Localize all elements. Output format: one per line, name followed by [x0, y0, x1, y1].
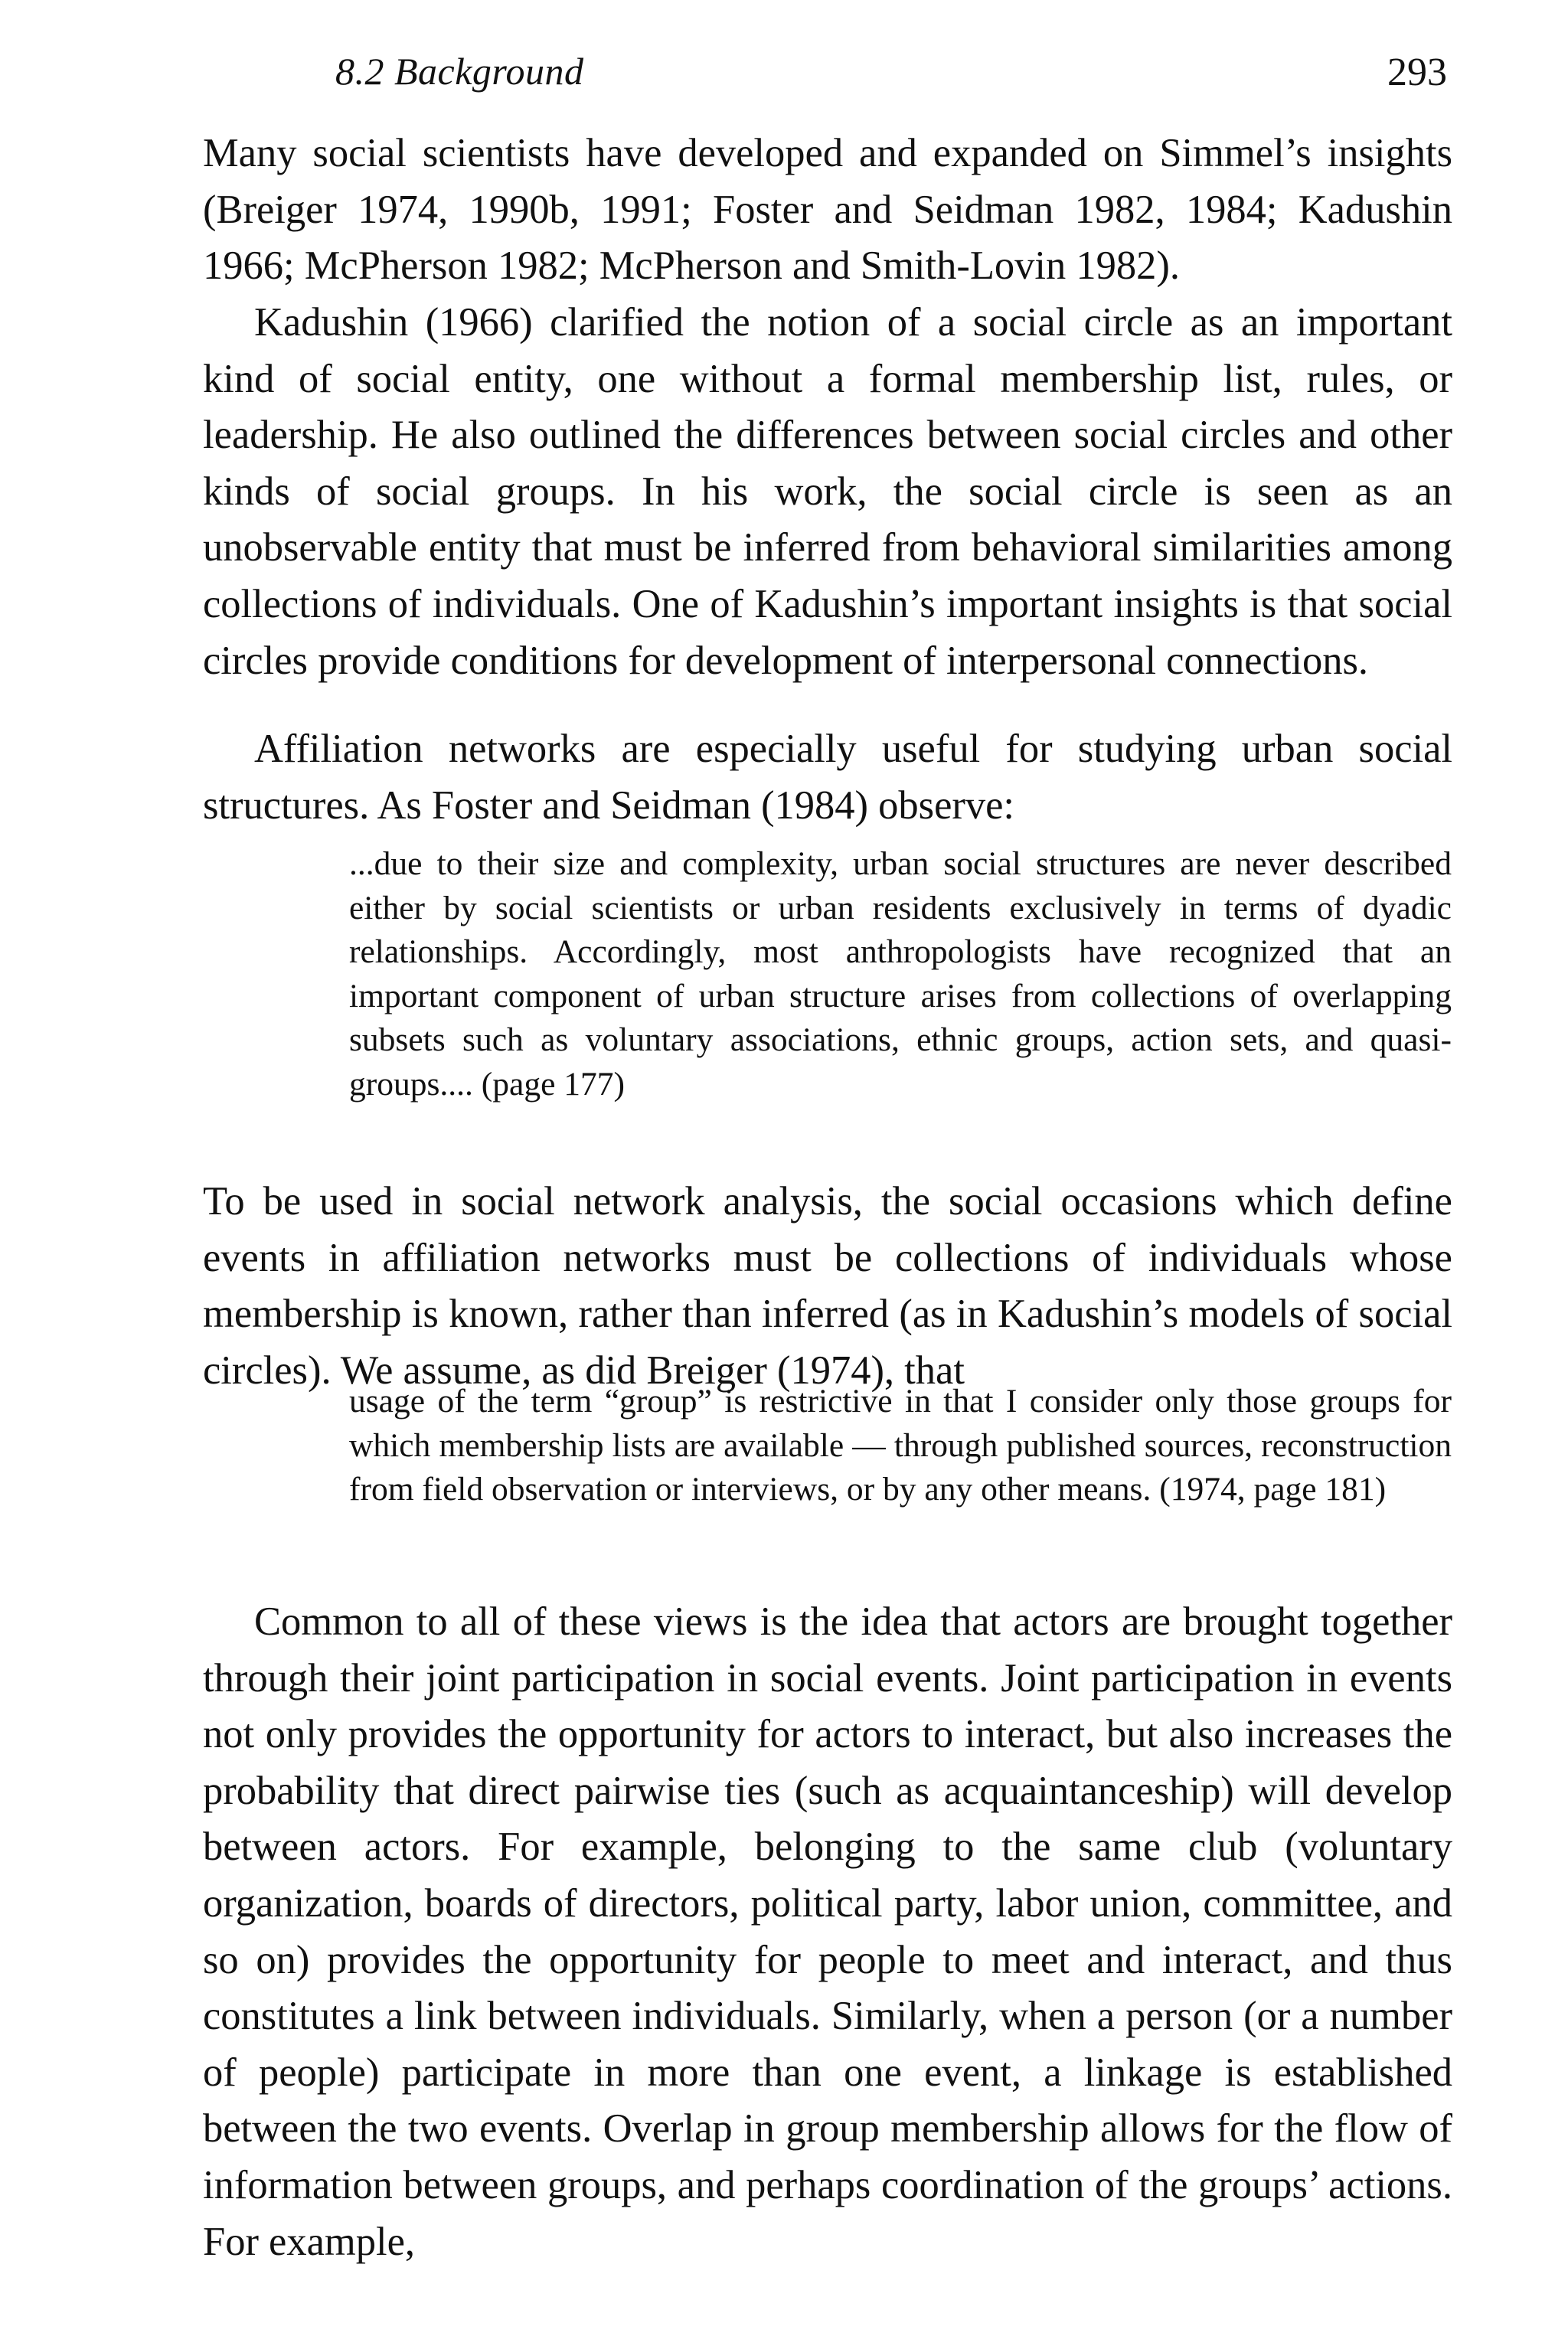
- paragraph-joint-participation: Common to all of these views is the idea that actors are brought together through their joint participation in social events. Joint participation in events not only provides the opportunity for actors to interact, but also increases the probability that direct pairwise ties (such as acquaintanceship) will develop between actors. For example, belonging to the same club (voluntary organization, boards of directors, political party, labor union, committee, and so on) provides the opportunity for people to meet and interact, and thus constitutes a link between individuals. Similarly, when a person (or a number of people) participate in more than one event, a linkage is established between the two events. Overlap in group membership allows for the flow of information between groups, and perhaps coordination of the groups’ actions. For example,: [203, 1599, 1452, 2264]
- paragraph-kadushin-social-circle: Kadushin (1966) clarified the notion of a social circle as an important kind of social entity, one without a formal membership list, rules, or leadership. He also outlined the differences between social circles and other kinds of social groups. In his work, the social circle is seen as an unobservable entity that must be inferred from behavioral similarities among collections of individuals. One of Kadushin’s important insights is that social circles provide conditions for development of interpersonal connections.: [203, 300, 1452, 683]
- page-number: 293: [1387, 51, 1447, 94]
- running-head: 8.2 Background: [335, 50, 584, 93]
- paragraph-simmel-insights: Many social scientists have developed and expanded on Simmel’s insights (Breiger 1974, 1990b, 1991; Foster and Seidman 1982, 1984; Kadushin 1966; McPherson 1982; McPherson and Smith-Lovin 1982).: [203, 131, 1452, 289]
- paragraph-affiliation-networks: Affiliation networks are especially useful for studying urban social structures. As Foster and Seidman (1984) observe:: [203, 727, 1452, 828]
- block-quote-breiger: usage of the term “group” is restrictive in that I consider only those groups for which membership lists are available — through published sources, reconstruction from field observation or interviews, or by any other means. (1974, page 181): [349, 1383, 1452, 1508]
- paragraph-social-occasions: To be used in social network analysis, the social occasions which define events in affiliation networks must be collections of individuals whose membership is known, rather than inferred (as in Kadushin’s models of social circles). We assume, as did Breiger (1974), that: [203, 1179, 1452, 1393]
- block-quote-foster-seidman: ...due to their size and complexity, urban social structures are never described either by social scientists or urban residents exclusively in terms of dyadic relationships. Accordingly, most anthropologists have recognized that an important component of urban structure arises from collections of overlapping subsets such as voluntary associations, ethnic groups, action sets, and quasi-groups.... (page 177): [349, 845, 1452, 1103]
